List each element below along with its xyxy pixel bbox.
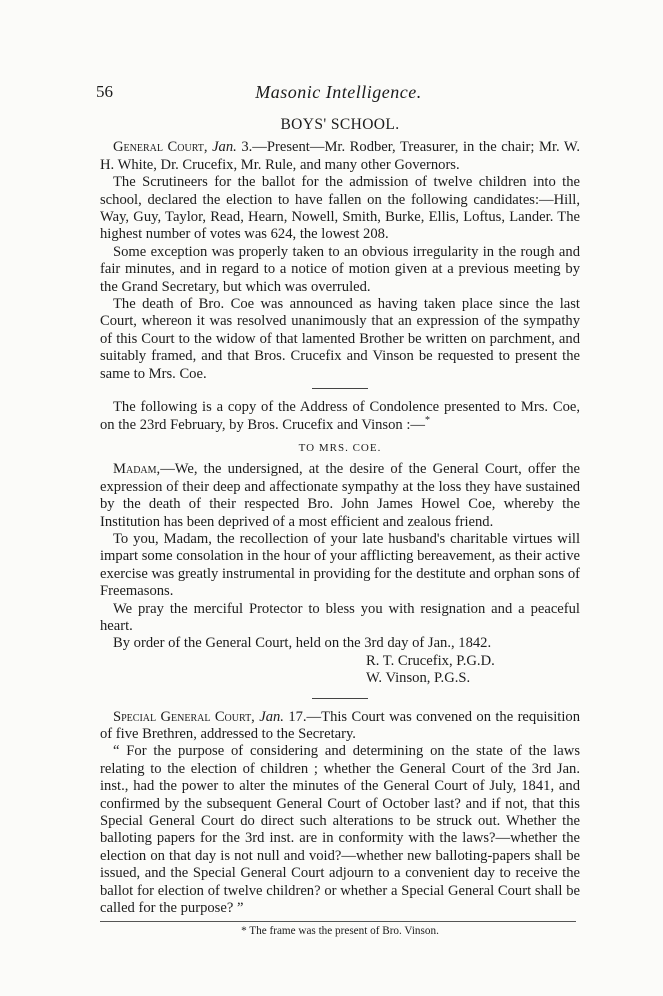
signature-line: R. T. Crucefix, P.G.D. — [366, 652, 495, 669]
paragraph: To you, Madam, the recollection of your late husband's charitable virtues will impart some consolation in the hour of your afflicting bereavement, as their active exercise was greatly instrumental in providing for the destitute and orphan sons of Freemasons. — [100, 530, 580, 600]
paragraph: The death of Bro. Coe was announced as having taken place since the last Court, whereon it was resolved unanimously that an expression of the sympathy of this Court to the widow of that lamented Brother be written on parchment, and suitably framed, and that Bros. Crucefix and Vinson be requested to present the same to Mrs. Coe. — [100, 296, 580, 382]
paragraph: The Scrutineers for the ballot for the admission of twelve children into the school, declared the election to have fallen on the following candidates:—Hill, Way, Guy, Taylor, Read, Hearn, Nowell, Smith, Burke, Ellis, Loftus, Lander. The highest number of votes was 624, the lowest 208. — [100, 174, 580, 243]
paragraph — [100, 399, 580, 434]
paragraph-text: The following is a copy of the Address of Condolence presented to Mrs. Coe, on the 23rd February, by Bros. Crucefix and Vinson :— — [100, 399, 580, 433]
paragraph — [100, 461, 580, 531]
running-title: Masonic Intelligence. — [255, 82, 422, 102]
footnote-marker: * — [241, 925, 247, 938]
signature-line: W. Vinson, P.G.S. — [366, 670, 471, 687]
section-title: BOYS' SCHOOL. — [280, 116, 400, 133]
page-number: 56 — [96, 82, 113, 101]
article-body — [100, 114, 580, 939]
footnote-rule — [100, 921, 576, 922]
meeting-date: Jan. — [212, 139, 237, 156]
section-divider — [312, 388, 368, 389]
paragraph-text: 3.—Present—Mr. Rodber, Treasurer, in the chair; Mr. W. H. White, Dr. Crucefix, Mr. Rule, and many other Governors. — [100, 139, 580, 173]
salutation: TO MRS. COE. — [298, 441, 382, 454]
footnote — [100, 924, 580, 939]
meeting-date: Jan. — [259, 708, 284, 725]
running-head — [96, 82, 581, 104]
footnote-marker: * — [425, 414, 431, 426]
meeting-lead: Special General Court, — [113, 708, 255, 725]
paragraph-text: —We, the undersigned, at the desire of the General Court, offer the expression of their deep and affectionate sympathy at the loss they have sustained by the death of their respected Bro. John James Howel Coe, whereby the Institution has been deprived of a most efficient and zealous friend. — [100, 461, 580, 530]
madam-lead: Madam, — [113, 461, 161, 478]
meeting-lead: General Court, — [113, 139, 208, 156]
paragraph: “ For the purpose of considering and determining on the state of the laws relating to the election of children ; whether the General Court of the 3rd Jan. inst., had the power to alter the minutes of the General Court of July, 1841, and confirmed by the subsequent General Court of October last? and if not, that this Special General Court do direct such alterations to be struck out. Whether the balloting papers for the 3rd inst. are in conformity with the laws?—whether the election on that day is not null and void?—whether new balloting-papers shall be issued, and the Special General Court adjourn to a convenient day to receive the ballot for election of twelve children? or whether a Special General Court shall be called for the purpose? ” — [100, 743, 580, 917]
paragraph — [100, 709, 580, 744]
section-divider — [312, 698, 368, 699]
paragraph — [100, 139, 580, 174]
paragraph: By order of the General Court, held on the 3rd day of Jan., 1842. — [113, 635, 492, 652]
footnote-text: The frame was the present of Bro. Vinson. — [246, 925, 439, 938]
paragraph: We pray the merciful Protector to bless you with resignation and a peaceful heart. — [100, 600, 580, 634]
paragraph-text: 17.—This Court was convened on the requisition of five Brethren, addressed to the Secretary. — [100, 708, 580, 742]
paragraph: Some exception was properly taken to an obvious irregularity in the rough and fair minutes, and in regard to a notice of motion given at a previous meeting by the Grand Secretary, but which was overruled. — [100, 243, 580, 295]
